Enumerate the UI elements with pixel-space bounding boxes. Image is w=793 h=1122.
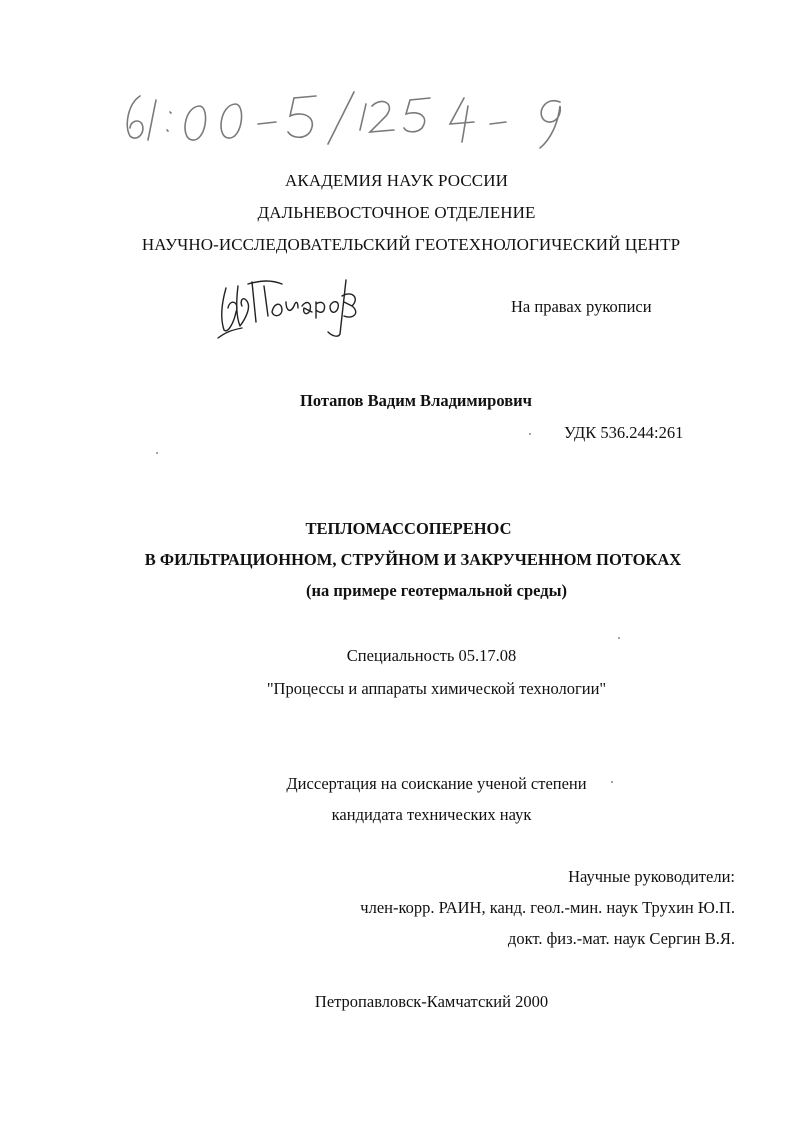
specialty-name: "Процессы и аппараты химической технологии" (266, 679, 607, 698)
place-year: Петропавловск-Камчатский 2000 (314, 992, 549, 1011)
degree-line-1: Диссертация на соискание ученой степени (286, 774, 587, 793)
scan-speck (611, 781, 613, 783)
header-center: НАУЧНО-ИССЛЕДОВАТЕЛЬСКИЙ ГЕОТЕХНОЛОГИЧЕСКИЙ ЦЕНТР (141, 235, 681, 254)
author-signature (212, 272, 362, 342)
title-line-1: ТЕПЛОМАССОПЕРЕНОС (305, 519, 512, 538)
title-line-3: (на примере геотермальной среды) (306, 581, 567, 600)
scan-speck (529, 433, 531, 435)
author-name: Потапов Вадим Владимирович (300, 391, 532, 410)
title-line-2: В ФИЛЬТРАЦИОННОМ, СТРУЙНОМ И ЗАКРУЧЕННОМ ПОТОКАХ (144, 550, 682, 569)
header-academy: АКАДЕМИЯ НАУК РОССИИ (285, 171, 508, 190)
scan-speck (156, 452, 158, 454)
supervisor-first: член-корр. РАИН, канд. геол.-мин. наук Трухин Ю.П. (360, 898, 735, 917)
scan-speck (618, 637, 620, 639)
udc-code: УДК 536.244:261 (564, 423, 684, 442)
supervisor-second: докт. физ.-мат. наук Сергин В.Я. (507, 929, 735, 948)
manuscript-rights: На правах рукописи (511, 297, 652, 316)
specialty-label: Специальность 05.17.08 (346, 646, 517, 665)
header-branch: ДАЛЬНЕВОСТОЧНОЕ ОТДЕЛЕНИЕ (257, 203, 536, 222)
degree-line-2: кандидата технических наук (331, 805, 532, 824)
supervisors-heading: Научные руководители: (568, 867, 735, 886)
handwritten-archive-number (118, 82, 588, 162)
